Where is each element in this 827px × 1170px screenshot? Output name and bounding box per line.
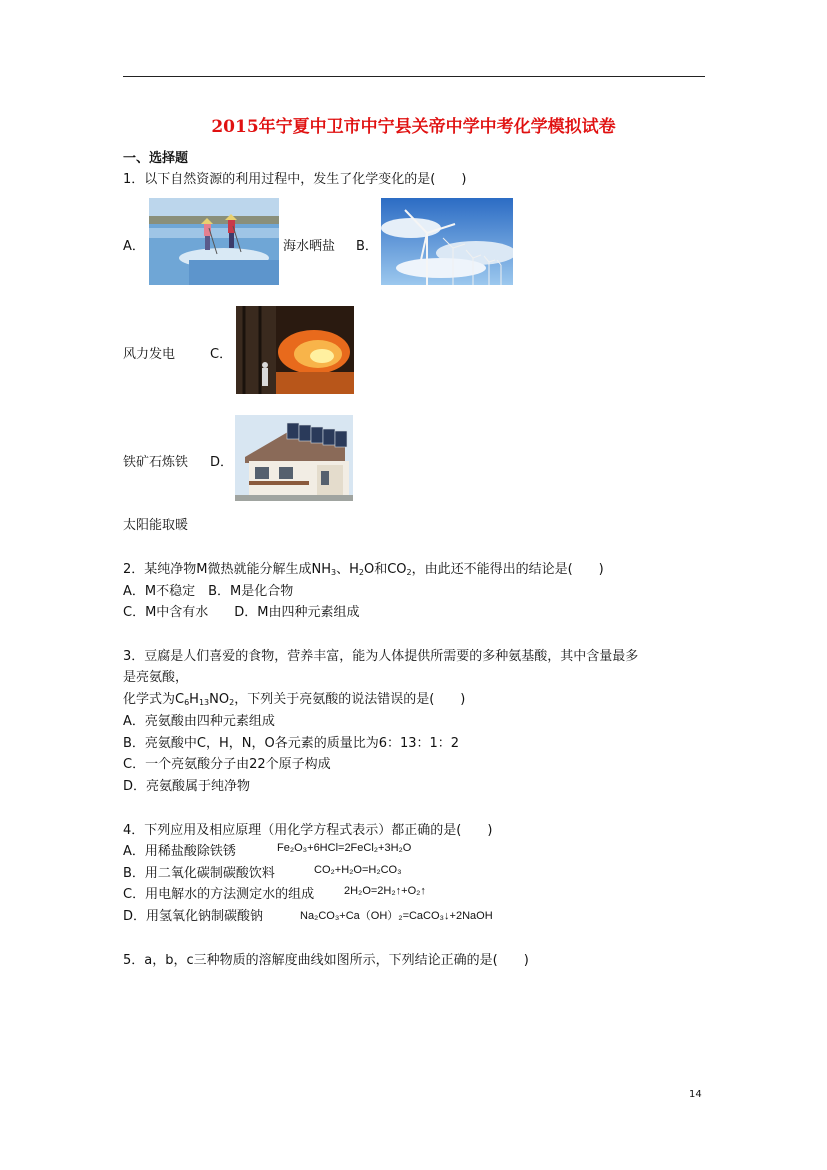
q4-stem: 4．下列应用及相应原理（用化学方程式表示）都正确的是( )	[123, 823, 493, 838]
q3-option-c: C．一个亮氨酸分子由22个原子构成	[123, 757, 331, 772]
q2-options-cd: C．M中含有水 D．M由四种元素组成	[123, 605, 360, 620]
q4-option-b-formula: CO₂+H₂O=H₂CO₃	[314, 864, 402, 876]
q1-option-a-label: A．	[123, 239, 145, 254]
q4-option-d-text: D．用氢氧化钠制碳酸钠	[123, 909, 264, 924]
q4-option-a-formula: Fe₂O₃+6HCl=2FeCl₂+3H₂O	[277, 842, 412, 854]
q1-option-c-label: C．	[210, 347, 233, 362]
q1-option-b-label: B．	[356, 239, 378, 254]
page-title: 2015年宁夏中卫市中宁县关帝中学中考化学模拟试卷	[211, 117, 616, 137]
q1-option-c-caption: 铁矿石炼铁	[123, 455, 189, 470]
q5-stem: 5．a，b，c三种物质的溶解度曲线如图所示，下列结论正确的是( )	[123, 953, 529, 968]
header-rule	[123, 76, 705, 77]
q1-option-b-caption: 风力发电	[123, 347, 176, 362]
solar-house-image	[235, 415, 353, 501]
q3-stem-line2: 是亮氨酸，	[123, 670, 189, 685]
q3-stem-line1: 3．豆腐是人们喜爱的食物，营养丰富，能为人体提供所需要的多种氨基酸，其中含量最多	[123, 649, 639, 664]
q3-stem-line3: 化学式为$C_6H_{13}NO_2$，下列关于亮氨酸的说法错误的是( )	[123, 692, 466, 707]
iron-smelting-image	[236, 306, 354, 394]
page-number: 14	[689, 1089, 702, 1100]
q2-options-ab: A．M不稳定 B．M是化合物	[123, 584, 294, 599]
q4-option-c-formula: 2H₂O=2H₂↑+O₂↑	[344, 885, 426, 897]
q4-option-d-formula: Na₂CO₃+Ca（OH）₂=CaCO₃↓+2NaOH	[300, 910, 493, 922]
section-heading: 一、选择题	[123, 151, 189, 166]
q4-option-a-text: A．用稀盐酸除铁锈	[123, 844, 236, 859]
q1-stem: 1．以下自然资源的利用过程中，发生了化学变化的是( )	[123, 172, 467, 187]
q3-option-a: A．亮氨酸由四种元素组成	[123, 714, 275, 729]
q1-option-d-caption: 太阳能取暖	[123, 518, 189, 533]
wind-turbine-image	[381, 198, 513, 285]
q4-option-b-text: B．用二氧化碳制碳酸饮料	[123, 866, 275, 881]
q3-option-b: B．亮氨酸中C，H，N，O各元素的质量比为6：13：1：2	[123, 736, 460, 751]
q2-stem: 2．某纯净物M微热就能分解生成$NH_3$、$H_2O$和$CO_2$，由此还不能得出的结论是( )	[123, 562, 604, 577]
salt-field-image	[149, 198, 279, 285]
q1-option-a-caption: 海水晒盐	[283, 239, 336, 254]
q1-option-d-label: D．	[210, 455, 234, 470]
q4-option-c-text: C．用电解水的方法测定水的组成	[123, 887, 315, 902]
q3-option-d: D．亮氨酸属于纯净物	[123, 779, 251, 794]
